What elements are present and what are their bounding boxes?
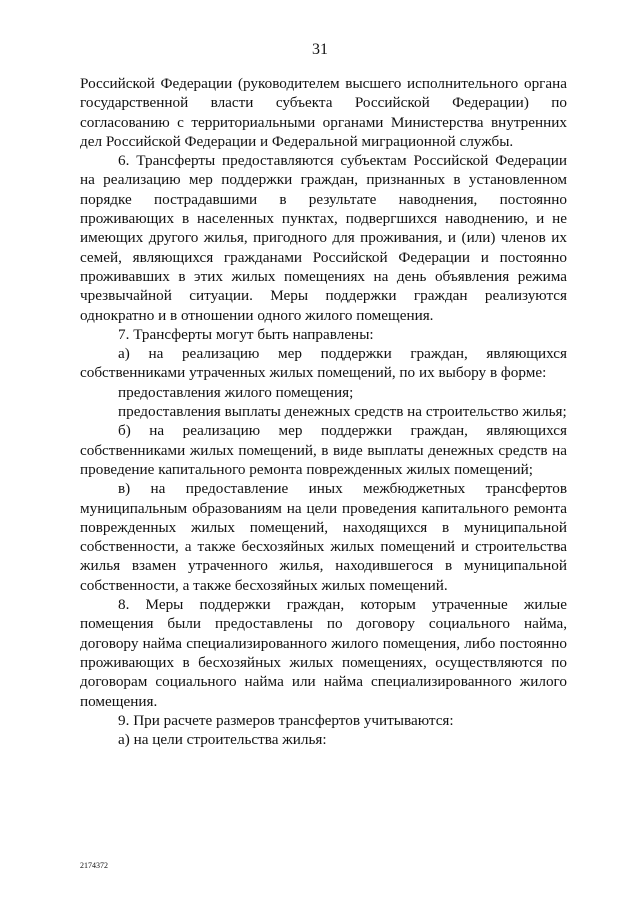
subitem-9a: а) на цели строительства жилья: [118,731,327,749]
document-id: 2174372 [80,861,108,870]
document-body [80,74,567,749]
subitem-7a-option-housing: предоставления жилого помещения; [118,383,354,401]
page-number: 31 [312,41,328,58]
paragraph-continuation: Российской Федерации (руководителем высшего исполнительного органа государственной власти субъекта Российской Федерации) по согласованию с территориальными органами Министерства внутренних дел Российской Федерации и Федеральной миграционной службы. [80,75,567,150]
paragraph-item-6: 6. Трансферты предоставляются субъектам Российской Федерации на реализацию мер поддержки граждан, признанных в установленном порядке пострадавшими в результате наводнения, постоянно проживающих в населенных пунктах, подвергшихся наводнению, и не имеющих другого жилья, пригодного для проживания, и (или) членов их семей, являющихся гражданами Российской Федерации и постоянно проживавших в этих жилых помещениях на день объявления режима чрезвычайной ситуации. Меры поддержки граждан реализуются однократно и в отношении одного жилого помещения. [80,152,567,324]
paragraph-item-9: 9. При расчете размеров трансфертов учитываются: [118,711,454,729]
subitem-7a: а) на реализацию мер поддержки граждан, являющихся собственниками утраченных жилых помещений, по их выбору в форме: [80,345,567,382]
subitem-7a-option-payment: предоставления выплаты денежных средств на строительство жилья; [118,403,567,421]
paragraph-item-8: 8. Меры поддержки граждан, которым утраченные жилые помещения были предоставлены по договору социального найма, договору найма специализированного жилого помещения, либо постоянно проживающих в бесхозяйных жилых помещениях, осуществляются по договорам социального найма или найма специализированного жилого помещения. [80,596,567,710]
paragraph-item-7: 7. Трансферты могут быть направлены: [118,325,374,343]
subitem-7c: в) на предоставление иных межбюджетных трансфертов муниципальным образованиям на цели проведения капитального ремонта поврежденных жилых помещений, находящихся в муниципальной собственности, а также бесхозяйных жилых помещений и строительства жилья взамен утраченного жилья, находившегося в муниципальной собственности, а также бесхозяйных жилых помещений. [80,480,567,594]
subitem-7b: б) на реализацию мер поддержки граждан, являющихся собственниками жилых помещений, в виде выплаты денежных средств на проведение капитального ремонта поврежденных жилых помещений; [80,422,567,478]
